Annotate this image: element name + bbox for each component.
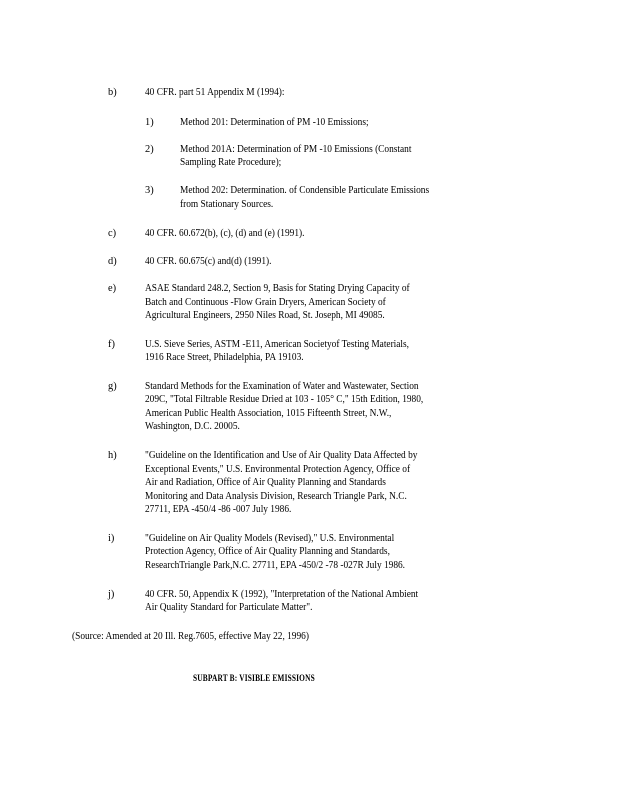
- item-text-line: Sampling Rate Procedure);: [180, 157, 282, 168]
- item-text-line: Washington, D.C. 20005.: [145, 421, 240, 432]
- item-text-line: "Guideline on Air Quality Models (Revised)," U.S. Environmental: [145, 533, 395, 544]
- item-text-line: 209C, "Total Filtrable Residue Dried at 103 - 105° C," 15th Edition, 1980,: [145, 394, 424, 405]
- item-text-line: 40 CFR. 60.675(c) and(d) (1991).: [145, 256, 272, 267]
- item-text-line: Method 201A: Determination of PM -10 Emissions (Constant: [180, 144, 412, 155]
- item-label: 2): [145, 144, 154, 155]
- item-text-line: 1916 Race Street, Philadelphia, PA 19103.: [145, 352, 304, 363]
- item-text-line: Agricultural Engineers, 2950 Niles Road, St. Joseph, MI 49085.: [145, 310, 385, 321]
- item-text-line: ASAE Standard 248.2, Section 9, Basis for Stating Drying Capacity of: [145, 283, 410, 294]
- item-text-line: 40 CFR. 50, Appendix K (1992), "Interpretation of the National Ambient: [145, 589, 419, 600]
- item-label: h): [108, 450, 117, 461]
- item-label: d): [108, 256, 117, 267]
- item-text-line: Batch and Continuous -Flow Grain Dryers, American Society of: [145, 297, 386, 308]
- item-text-line: 40 CFR. part 51 Appendix M (1994):: [145, 87, 285, 98]
- item-text-line: Method 202: Determination. of Condensible Particulate Emissions: [180, 185, 430, 196]
- item-text-line: American Public Health Association, 1015 Fifteenth Street, N.W.,: [145, 408, 392, 419]
- item-text-line: Method 201: Determination of PM -10 Emissions;: [180, 117, 369, 128]
- item-text-line: 40 CFR. 60.672(b), (c), (d) and (e) (1991).: [145, 228, 305, 239]
- item-label: j): [108, 589, 115, 600]
- item-text-line: from Stationary Sources.: [180, 199, 274, 210]
- item-label: b): [108, 87, 117, 98]
- item-label: e): [108, 283, 117, 294]
- item-text-line: U.S. Sieve Series, ASTM -E11, American Societyof Testing Materials,: [145, 339, 410, 350]
- source-note: (Source: Amended at 20 Ill. Reg.7605, effective May 22, 1996): [72, 631, 309, 642]
- item-text-line: Standard Methods for the Examination of Water and Wastewater, Section: [145, 381, 419, 392]
- item-label: i): [108, 533, 115, 544]
- item-text-line: 27711, EPA -450/4 -86 -007 July 1986.: [145, 504, 292, 515]
- item-text-line: Air and Radiation, Office of Air Quality Planning and Standards: [145, 477, 386, 488]
- item-text-line: Air Quality Standard for Particulate Matter".: [145, 602, 313, 613]
- item-text-line: Protection Agency, Office of Air Quality Planning and Standards,: [145, 546, 390, 557]
- item-text-line: Monitoring and Data Analysis Division, Research Triangle Park, N.C.: [145, 491, 407, 502]
- item-text-line: "Guideline on the Identification and Use of Air Quality Data Affected by: [145, 450, 418, 461]
- item-label: 3): [145, 185, 154, 196]
- item-text-line: Exceptional Events," U.S. Environmental Protection Agency, Office of: [145, 464, 411, 475]
- item-label: c): [108, 228, 117, 239]
- item-label: 1): [145, 117, 154, 128]
- subpart-heading: SUBPART B: VISIBLE EMISSIONS: [193, 673, 315, 683]
- item-label: g): [108, 381, 117, 392]
- item-label: f): [108, 339, 115, 350]
- item-text-line: ResearchTriangle Park,N.C. 27711, EPA -450/2 -78 -027R July 1986.: [145, 560, 406, 571]
